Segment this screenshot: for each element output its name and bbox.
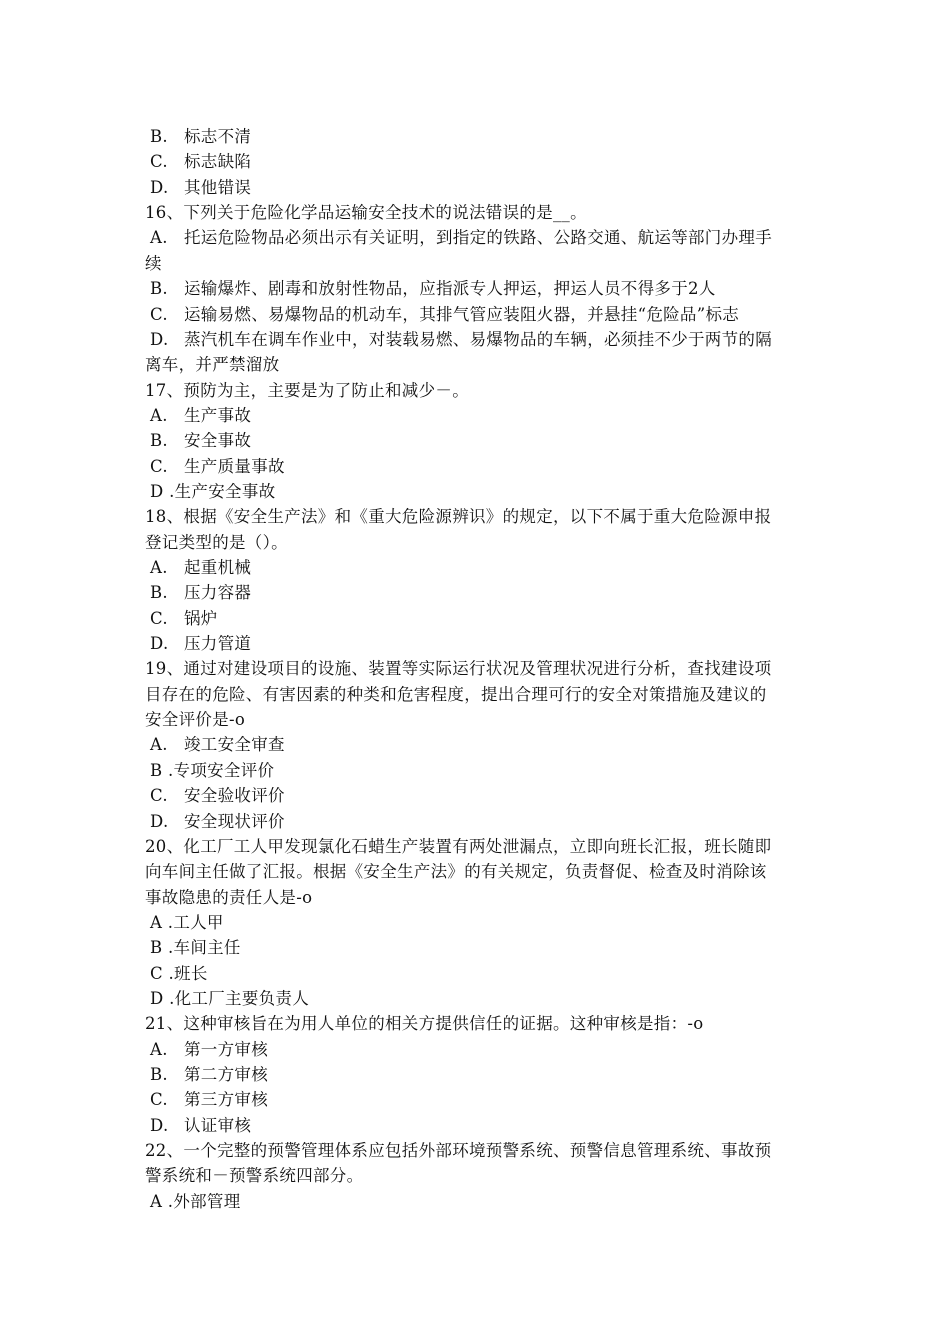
question-stem: 16、下列关于危险化学品运输安全技术的说法错误的是__。 xyxy=(145,203,587,223)
question-text-continued: 登记类型的是（）。 xyxy=(145,532,288,552)
option-text: 压力容器 xyxy=(184,583,252,603)
question-stem: 18、根据《安全生产法》和《重大危险源辨识》的规定，以下不属于重大危险源申报 xyxy=(145,507,772,527)
option-text: 压力管道 xyxy=(184,634,252,653)
question-stem: 22、一个完整的预警管理体系应包括外部环境预警系统、预警信息管理系统、事故预 xyxy=(145,1141,772,1160)
option-text: 运输爆炸、剧毒和放射性物品，应指派专人押运，押运人员不得多于2人 xyxy=(184,279,716,299)
option-letter: B. xyxy=(150,127,168,146)
option-text: 安全验收评价 xyxy=(184,786,285,806)
question-stem: 19、通过对建设项目的设施、装置等实际运行状况及管理状况进行分析，查找建设项 xyxy=(145,659,772,679)
option-text: 起重机械 xyxy=(184,558,252,577)
answer-option xyxy=(150,1192,241,1212)
option-text: 外部管理 xyxy=(173,1191,241,1211)
answer-option xyxy=(150,989,309,1009)
option-letter: D. xyxy=(150,1115,169,1135)
option-text: 生产质量事故 xyxy=(184,456,285,476)
question-text-continued: 目存在的危险、有害因素的种类和危害程度，提出合理可行的安全对策措施及建议的 xyxy=(145,684,767,704)
answer-option xyxy=(150,178,251,198)
option-text: 运输易燃、易爆物品的机动车，其排气管应装阻火器，并悬挂“危险品”标志 xyxy=(184,304,740,324)
answer-option xyxy=(150,1065,268,1085)
question-text-continued: 向车间主任做了汇报。根据《安全生产法》的有关规定，负责督促、检查及时消除该 xyxy=(145,862,767,882)
option-text: 锅炉 xyxy=(184,608,218,628)
answer-option xyxy=(150,583,251,603)
option-text: 认证审核 xyxy=(184,1115,252,1135)
option-letter: D . xyxy=(150,481,175,501)
option-letter: B . xyxy=(150,938,174,958)
answer-option xyxy=(150,761,274,781)
option-letter: C. xyxy=(150,304,168,324)
option-letter: C. xyxy=(150,1090,168,1110)
option-letter: B. xyxy=(150,431,168,451)
answer-option xyxy=(150,127,251,147)
option-letter: B . xyxy=(150,760,174,780)
option-letter: A. xyxy=(150,558,168,577)
option-text: 生产安全事故 xyxy=(174,481,276,501)
question-stem: 20、化工厂工人甲发现氯化石蜡生产装置有两处泄漏点，立即向班长汇报，班长随即 xyxy=(145,836,772,856)
question-text-continued: 续 xyxy=(145,253,162,273)
question-text-continued: 警系统和－预警系统四部分。 xyxy=(145,1166,364,1186)
option-text: 车间主任 xyxy=(173,938,241,958)
option-text: 第三方审核 xyxy=(184,1090,268,1110)
question-text-continued: 离车，并严禁溜放 xyxy=(145,355,280,375)
option-letter: A. xyxy=(150,735,168,755)
option-letter: D. xyxy=(150,329,169,349)
question-text-continued: 安全评价是-o xyxy=(145,710,246,730)
option-text: 其他错误 xyxy=(184,177,252,197)
option-letter: C. xyxy=(150,608,168,628)
option-text: 竣工安全审查 xyxy=(184,735,285,755)
option-text: 标志不清 xyxy=(184,127,252,146)
option-letter: B. xyxy=(150,1065,168,1084)
answer-option xyxy=(150,913,224,933)
question-text-continued: 事故隐患的责任人是-o xyxy=(145,887,313,907)
answer-option xyxy=(150,634,251,654)
option-text: 化工厂主要负责人 xyxy=(174,988,310,1008)
option-letter: D . xyxy=(150,988,175,1008)
option-letter: D. xyxy=(150,811,169,831)
option-letter: A. xyxy=(150,228,168,248)
option-text: 专项安全评价 xyxy=(173,760,275,780)
option-text: 生产事故 xyxy=(184,405,252,425)
option-letter: D. xyxy=(150,634,169,653)
option-text: 第二方审核 xyxy=(184,1065,268,1084)
question-stem: 17、预防为主，主要是为了防止和减少－。 xyxy=(145,380,469,400)
answer-option xyxy=(150,406,251,426)
answer-option xyxy=(150,457,285,477)
option-letter: C . xyxy=(150,963,175,983)
answer-option xyxy=(150,938,241,958)
option-text: 安全现状评价 xyxy=(184,811,285,831)
answer-option xyxy=(150,812,285,832)
option-letter: C. xyxy=(150,786,168,806)
answer-option xyxy=(150,558,251,578)
answer-option xyxy=(150,964,208,984)
option-text: 安全事故 xyxy=(184,431,252,451)
answer-option xyxy=(150,1040,268,1060)
option-text: 班长 xyxy=(174,963,208,983)
option-text: 工人甲 xyxy=(173,912,224,932)
option-text: 托运危险物品必须出示有关证明，到指定的铁路、公路交通、航运等部门办理手 xyxy=(184,228,772,248)
option-letter: C. xyxy=(150,456,168,476)
answer-option xyxy=(150,609,218,629)
answer-option xyxy=(150,1090,268,1110)
option-text: 标志缺陷 xyxy=(184,152,252,172)
option-letter: A . xyxy=(150,1191,174,1211)
option-letter: A. xyxy=(150,405,168,425)
option-text: 第一方审核 xyxy=(184,1039,268,1059)
option-letter: A. xyxy=(150,1039,168,1059)
option-letter: B. xyxy=(150,279,168,299)
option-letter: C. xyxy=(150,152,168,172)
answer-option xyxy=(150,279,716,299)
answer-option xyxy=(150,1116,251,1136)
answer-option xyxy=(150,228,772,248)
question-stem: 21、这种审核旨在为用人单位的相关方提供信任的证据。这种审核是指：-o xyxy=(145,1014,704,1034)
option-letter: A . xyxy=(150,912,174,932)
answer-option xyxy=(150,482,275,502)
option-letter: D. xyxy=(150,177,169,197)
answer-option xyxy=(150,735,285,755)
answer-option xyxy=(150,152,251,172)
option-text: 蒸汽机车在调车作业中，对装载易燃、易爆物品的车辆，必须挂不少于两节的隔 xyxy=(184,329,772,349)
answer-option xyxy=(150,786,285,806)
answer-option xyxy=(150,305,739,325)
answer-option xyxy=(150,431,251,451)
answer-option xyxy=(150,330,772,350)
option-letter: B. xyxy=(150,583,168,603)
